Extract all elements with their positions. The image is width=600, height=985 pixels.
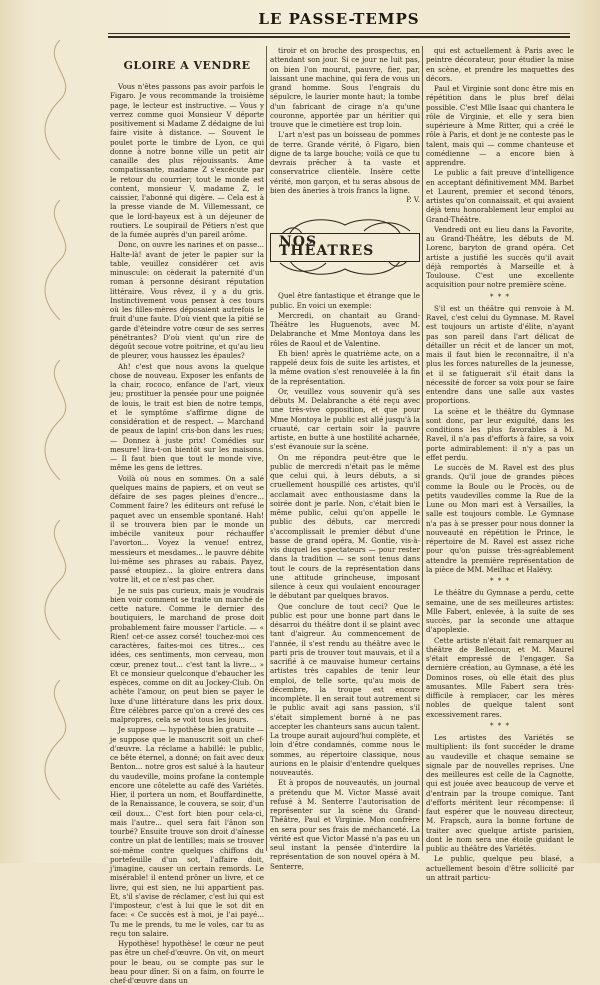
column-1	[110, 46, 265, 985]
article-paragraph: L'art n'est pas un boisseau de pommes de terre. Grande vérité, ô Figaro, bien digne de ta large bouche; voilà ce que tu devrais prêcher à ta vaste et conservatrice clientèle. Insère cette vérité, mon garçon, et tu seras absous de bien des âneries à trois francs la ligne.	[270, 130, 420, 195]
article-paragraph: Le public, quelque peu blasé, a actuellement besoin d'être sollicité par un attrait particu-	[426, 854, 574, 882]
article-paragraph: tiroir et on broche des prospectus, en attendant son jour. Si ce jour ne luit pas, on bien l'on mourut, pauvre, fier, par, laissant une machine, qui fera de vous un grand homme. Sous l'engrais du sépulcre, le laurier monte haut; la tombe d'un fabricant de cirage n'a qu'une couronne, apportée par un héritier qui trouve que le cimetière est trop loin.	[270, 46, 420, 129]
article-paragraph: Cette artiste n'était fait remarquer au théâtre de Bellecour, et M. Maurel s'était empressé de l'engager. Sa dernière création, au Gymnase, a été les Dominos roses, où elle était des plus amusantes. Mlle Fabert sera très-difficile à remplacer, car les mères nobles de quelque talent sont excessivement rares.	[426, 635, 574, 719]
article-paragraph: Le succès de M. Ravel est des plus grands. Qu'il joue de grandes pièces comme la Boule ou le Procès, ou de petits vaudevilles comme la Rue de la Lune ou Mon mari est à Versailles, la salle est toujours comble. Le Gymnase n'a pas à se presser pour nous donner la nouveauté en répétition le Prince, le répertoire de M. Ravel est assez riche pour qu'on puisse très-agréablement attendre la première représentation de la pièce de MM. Meilhac et Halévy.	[426, 463, 574, 574]
article-paragraph: Et à propos de nouveautés, un journal a prétendu que M. Victor Massé avait refusé à M. Senterre l'autorisation de représenter sur la scène du Grand-Théâtre, Paul et Virginie. Mon confrère en sera pour ses frais de méchanceté. La vérité est que Victor Massé n'a pas eu un seul instant la pensée d'interdire la représentation de son nouvel opéra à M. Senterre,	[270, 778, 420, 871]
article-paragraph: Vous n'êtes passons pas avoir parfois le Figaro. Je vous recommande la troisième page, le lecteur est instructive. — Vous y verrez comme quoi Monsieur V déporte positivement si Madame Z dédaigne de lui faire visite à distance. — Souvent le poulet porte le timbre de Lyon, ce qui donne à notre bonne ville un petit air canaille des plus réjouissants. Ame compatissante, madame Z s'excécute par le retour du courrier; tout le monde est content, monsieur V, madame Z, le caissier, l'abonné qui digère. — Cela est à la presse viande de M. Villemessant, ce que le lord-bayeux est à un déjeuner de routiers. Le soupirail de Pétiers n'est que de la fumée auprès d'un pareil arôme.	[110, 82, 264, 239]
column-divider-2	[422, 46, 423, 851]
column-3	[426, 46, 574, 882]
article-paragraph: Voilà où nous en sommes. On a salé quelques mains de papiers, et on veut se défaire de ses pages pleines d'encre... Comment faire? les éditeurs ont refusé le paquet avec un ensemble spontané. Hah! il se trouvera bien par le monde un imbécile vaniteux pour réchauffer l'avorton... Voyez la venue! entrez, messieurs et mesdames... le pauvre débite lui-même ses phrases au rabais. Payez, passé etoupiez... la gloire entrera dans votre lit, et ce n'est pas cher.	[110, 473, 264, 585]
article-paragraph: Eh bien! après le quatrième acte, on a rappelé deux fois de suite les artistes, et la même ovation s'est renouvelée à la fin de la représentation.	[270, 348, 420, 386]
section-title-theatres: NOS THÉATRES	[270, 233, 420, 262]
article-paragraph: Que conclure de tout ceci? Que le public est pour une bonne part dans le désarroi du théâtre dont il se plaint avec tant d'aigreur. Au commencement de l'année, il s'est rendu au théâtre avec le parti pris de trouver tout mauvais, et il a sacrifié à ce mauvaise humeur certains artistes très capables de tenir leur emploi, de telle sorte, qu'au mois de décembre, la troupe est encore incomplète. Il en serait tout autrement si le public avait agi sans passion, s'il s'était simplement borné à ne pas accepter les chanteurs sans aucun talent. La troupe aurait aujourd'hui complète, et loin d'être condamnés, comme nous le sommes, au répertoire classique, nous aurions en le plaisir d'entendre quelques nouveautés.	[270, 601, 420, 777]
article-paragraph: Ah! c'est que nous avons la quelque chose de nouveau. Exposer les enfants de la chair, rococo, enfance de l'art, vieux jeu; prostituer la pensée pour une poignée de louis, le trait est bien de notre temps, et le symptôme s'affirme digne de considération et de respect. — Marchand de peaux de lapin! cris-bon dans les rues; — Donnez à juste prix! Comédies sur mesure! lira-t-on bientôt sur les maisons. — Il faut bien que tout le monde vive, même les gens de lettres.	[110, 361, 264, 473]
column-2	[270, 46, 420, 871]
header-rule-thin	[108, 33, 570, 34]
article-paragraph: Le théâtre du Gymnase a perdu, cette semaine, une de ses meilleures artistes: Mlle Fabert, enlevée, à la suite de ses succès, par la seconde une attaque d'apoplexie.	[426, 588, 574, 635]
article-paragraph: Mercredi, on chantait au Grand-Théâtre les Huguenots, avec M. Delabranche et Mme Montoya dans les rôles de Raoul et de Valentine.	[270, 310, 420, 348]
section-separator-stars: * * *	[490, 721, 510, 730]
article-paragraph: On me répondra peut-être que le public de mercredi n'était pas le même que celui qui, à leurs débuts, a si cruellement houspillé ces artistes, qu'il acclamait avec enthousiasme dans la soirée dont je parle. Non, c'était bien le même public, celui qu'on appelle le public des débuts, car mercredi s'accomplissait le premier début d'une basse de grand opéra, M. Gontie, vis-à-vis duquel les spectateurs — pour rester dans la tradition — se sont tenus dans tout le cours de la représentation dans une attitude grincheuse, imposant silence à ceux qui voulaient encourager le débutant par quelques bravos.	[270, 452, 420, 601]
article-paragraph: Hypothèse! hypothèse! le cœur ne peut pas être un chef-d'œuvre. On vit, on meurt pour le beau, ou se compte pas sur le beau pour dîner. Si on a faim, on fourre le chef-d'œuvre dans un	[110, 939, 264, 985]
section-banner-theatres	[270, 213, 420, 281]
article-paragraph: S'il est un théâtre qui renvoie à M. Ravel, c'est celui du Gymnase. M. Ravel est toujours un artiste d'élite, n'ayant pas son pareil dans l'art délicat de détailler un récit et de lancer un mot, mais il faut bien le reconnaître, il n'a plus les forces naturelles de la jeunesse, et il se fatiguerait s'il était dans la nécessité de forcer sa voix pour se faire entendre dans une salle aux vastes proportions.	[426, 303, 574, 406]
article-paragraph: Quel être fantastique et étrange que le public. En voici un exemple:	[270, 291, 420, 310]
article-paragraph: Paul et Virginie sont donc être mis en répétition dans le plus bref délai possible. C'est Mlle Isaac qui chantera le rôle de Virginie, et elle y sera bien supérieure à Mme Ritter, qui a créé le rôle à Paris, et dont je ne conteste pas le talent, mais qui — comme chanteuse et comédienne — a encore bien à apprendre.	[426, 84, 574, 167]
article-paragraph: Je ne suis pas curieux, mais je voudrais bien voir comment se traite un marché de cette nature. Comme le dernier des boutiquiers, le marchand de prose doit probablement faire mousser l'article. — « Rien! cet-ce assez corsé! touchez-moi ces caractères, faites-moi ces titres... ces idées, ces sentiments, mon cerveau, mon cœur, prenez tout... c'est tant la livre... » Et ce monsieur quelconque d'ebaucher les espèces, comme on dit au Jockey-Club. On achète l'amour, on peut bien se payer le luxe d'une littérature dans les prix doux. Être célèbres parce qu'on a crevé des ces malpropres, cela se voit tous les jours.	[110, 585, 264, 724]
section-separator-stars: * * *	[490, 292, 510, 301]
article-signature: P. V.	[406, 196, 420, 204]
article-paragraph: La scène et le théâtre du Gymnase sont donc, par leur exiguïté, dans les conditions les plus favorables à M. Ravel, il n'a pas d'efforts à faire, sa voix porte admirablement: il n'y a pas un effet perdu.	[426, 406, 574, 462]
ornament-border	[0, 0, 100, 863]
section-separator-stars: * * *	[490, 577, 510, 585]
article-paragraph: Donc, on ouvre les narines et on passe... Halte-là! avant de jeter le papier sur la table, veuillez considérer cet avis minuscule: on cèderait la paternité d'un roman à personne désirant réputation littéraire. Vous rêvez, il y a du gris. Instinctivement vous pensez à ces tours où les filles-mères déposaient autrefois le fruit d'une faute. D'où vient que la pitié se garde d'éteindre votre cœur de ses serres pénétrantes? D'où vient qu'un rire de dégoût secoue votre poitrine, et qu'au lieu de pleurer, vous haussez les épaules?	[110, 240, 264, 361]
article-paragraph: Les artistes des Variétés se multiplient: ils font succéder le drame au vaudeville et chaque semaine se signale par de nouvelles reprises. Une des meilleures est celle de la Cagnotte, qui est jouée avec beaucoup de verve et d'entrain par la troupe comique. Tant d'efforts méritent leur récompense: il faut espérer que le nouveau directeur, M. Frapsch, aura la bonne fortune de traiter avec quelque artiste parisien, dont le nom sera une étoile guidant le public au théâtre des Variétés.	[426, 733, 574, 853]
article-paragraph: qui est actuellement à Paris avec le peintre décorateur, pour étudier la mise en scène, et prendre les maquettes des décors.	[426, 46, 574, 83]
column-divider-1	[266, 46, 267, 851]
article-paragraph: Je suppose — hypothèse bien gratuite — je suppose que le manuscrit soit un chef-d'œuvre. La réclame a habillé: le public, ce bête éternel, a donné; on fait avec deux Benton... notre gros est salué à la hauteur du vaudeville, moins profane la contemple encore une côtelette au café des Variétés. Hier, il portera un nom, et Bouffardinette, de la Renaissance, le couvera, se soir, d'un œil doux... C'est fort bien pour cela-ci, mais l'autre... quel sera fait l'ânon son tourbé? Ensuite trouve son droit d'aînesse contre un plat de lentilles; mais se trouver soi-même contre quelques chiffons du portefeuille d'un sot, l'affaire doit, j'imagine, causer un certain remords. Le misérable! il entend prôner un livre, et ce livre, qui est sien, ne lui appartient pas. Et, s'il s'avise de réclamer, c'est lui qui est l'imposteur, c'est à lui que le sot dit en face: « Ce succès est à moi, je l'ai payé... Tu me le prends, tu me le voles, car tu as reçu ton salaire.	[110, 725, 265, 938]
masthead-title: LE PASSE-TEMPS	[258, 10, 420, 28]
section-title-gloire: GLOIRE A VENDRE	[123, 59, 251, 72]
article-paragraph: Vendredi ont eu lieu dans la Favorite, au Grand-Théâtre, les débuts de M. Lorenc, baryton de grand opéra. Cet artiste a justifié les succès qu'il avait déjà remportés à Marseille et à Toulouse. C'est une excellente acquisition pour notre première scène.	[426, 224, 574, 290]
article-paragraph: Le public a fait preuve d'intelligence en acceptant définitivement MM. Barbet et Laurent, premier et second ténors, artistes qu'on connaissait, et qui avaient déjà tenu honorablement leur emploi au Grand-Théâtre.	[426, 168, 574, 224]
masthead	[108, 6, 570, 32]
article-paragraph: Or, veuillez vous souvenir qu'à ses débuts M. Delabranche a été reçu avec une très-vive opposition, et que pour Mme Montoya le public est allé jusqu'à la cruauté, car certain soir la pauvre artiste, en butte à une hostilité acharnée, s'est évanouie sur la scène.	[270, 386, 420, 452]
header-rule-thick	[108, 36, 570, 38]
